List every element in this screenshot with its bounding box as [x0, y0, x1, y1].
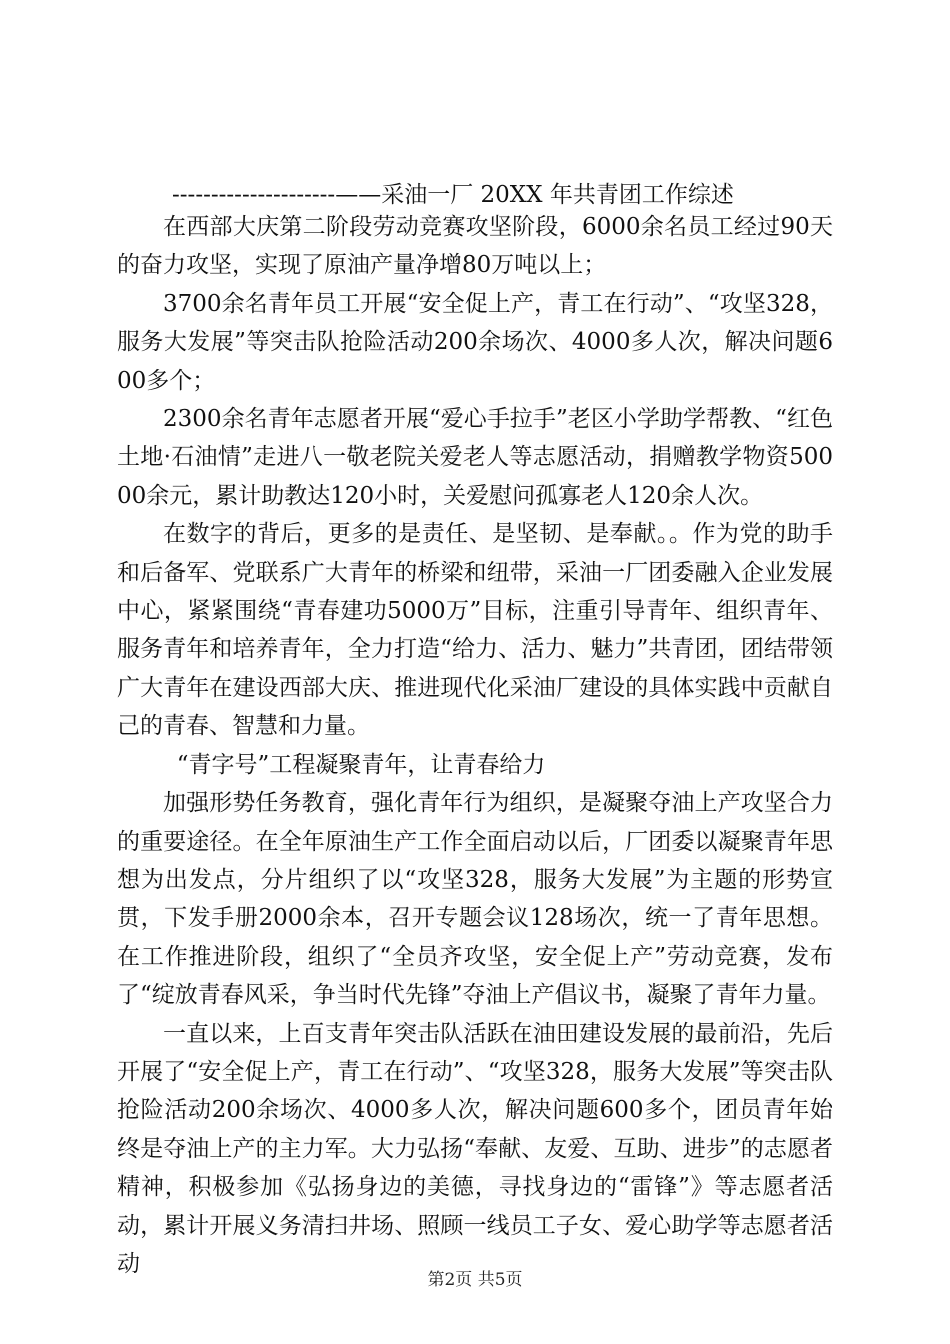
- paragraph: 2300余名青年志愿者开展“爱心手拉手”老区小学助学帮教、“红色土地·石油情”走进八一敬老院关爱老人等志愿活动，捐赠教学物资50000余元，累计助教达120小时，关爱慰问孤寡老人120余人次。: [117, 406, 833, 509]
- paragraph: 一直以来，上百支青年突击队活跃在油田建设发展的最前沿，先后开展了“安全促上产，青工在行动”、“攻坚328，服务大发展”等突击队抢险活动200余场次、4000多人次，解决问题600多个，团员青年始终是夺油上产的主力军。大力弘扬“奉献、友爱、互助、进步”的志愿者精神，积极参加《弘扬身边的美德，寻找身边的“雷锋”》等志愿者活动，累计开展义务清扫井场、照顾一线员工子女、爱心助学等志愿者活动: [117, 1020, 833, 1277]
- paragraph: 加强形势任务教育，强化青年行为组织，是凝聚夺油上产攻坚合力的重要途径。在全年原油生产工作全面启动以后，厂团委以凝聚青年思想为出发点，分片组织了以“攻坚328，服务大发展”为主题的形势宣贯，下发手册2000余本，召开专题会议128场次，统一了青年思想。在工作推进阶段，组织了“全员齐攻坚，安全促上产”劳动竞赛，发布了“绽放青春风采，争当时代先锋”夺油上产倡议书，凝聚了青年力量。: [117, 790, 833, 1009]
- page-footer: 第2页 共5页: [427, 1270, 523, 1290]
- paragraph: 在数字的背后，更多的是责任、是坚韧、是奉献。。作为党的助手和后备军、党联系广大青年的桥梁和纽带，采油一厂团委融入企业发展中心，紧紧围绕“青春建功5000万”目标，注重引导青年、组织青年、服务青年和培养青年，全力打造“给力、活力、魅力”共青团，团结带领广大青年在建设西部大庆、推进现代化采油厂建设的具体实践中贡献自己的青春、智慧和力量。: [117, 521, 833, 740]
- paragraph: 3700余名青年员工开展“安全促上产，青工在行动”、“攻坚328，服务大发展”等突击队抢险活动200余场次、4000多人次，解决问题600多个；: [117, 290, 833, 394]
- paragraph: 在西部大庆第二阶段劳动竞赛攻坚阶段，6000余名员工经过90天的奋力攻坚，实现了原油产量净增80万吨以上；: [117, 214, 833, 279]
- document-subtitle: ---------------------——采油一厂 20XX 年共青团工作综述: [172, 182, 734, 208]
- document-body: [117, 208, 833, 1283]
- section-heading: “青字号”工程凝聚青年，让青春给力: [176, 751, 546, 778]
